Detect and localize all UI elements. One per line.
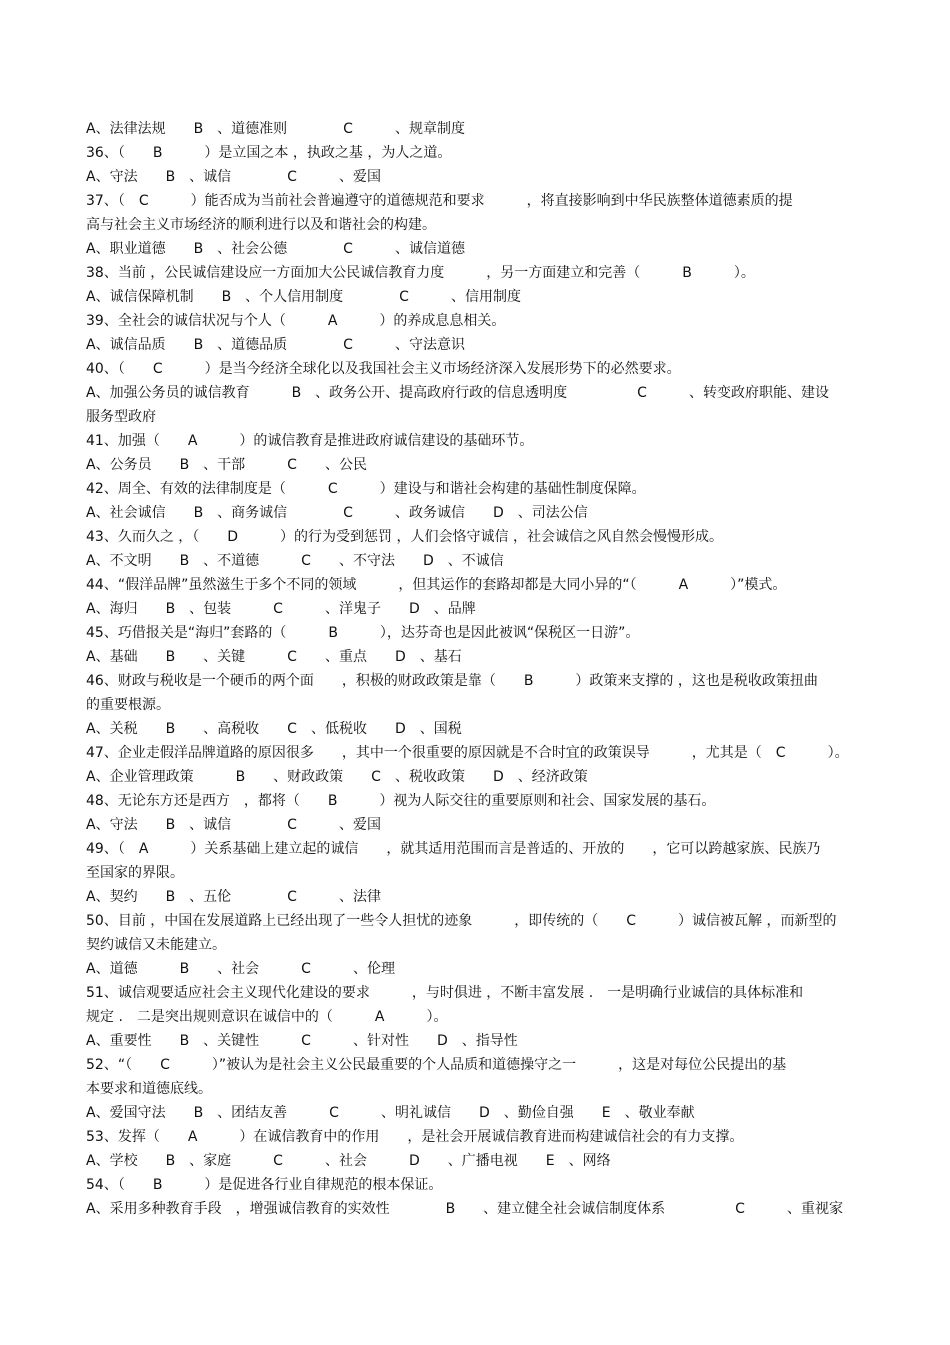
question-line: 本要求和道德底线。 (86, 1081, 212, 1097)
answer-options-line: A、采用多种教育手段 ，增强诚信教育的实效性 B 、建立健全社会诚信制度体系 C 、重视家 (86, 1201, 843, 1217)
question-line: 51、诚信观要适应社会主义现代化建设的要求 ，与时俱进 ，不断丰富发展 . 一是明确行业诚信的具体标准和 (86, 985, 804, 1001)
question-line: 高与社会主义市场经济的顺利进行以及和谐社会的构建。 (86, 217, 436, 233)
answer-options-line: A、诚信保障机制 B 、个人信用制度 C 、信用制度 (86, 289, 521, 305)
question-line: 47、企业走假洋品牌道路的原因很多 ，其中一个很重要的原因就是不合时宜的政策误导 ，尤其是（ C ）。 (86, 745, 849, 761)
question-line: 至国家的界限。 (86, 865, 184, 881)
question-line: 48、无论东方还是西方 ，都将（ B ）视为人际交往的重要原则和社会、国家发展的基石。 (86, 793, 716, 809)
question-line: 53、发挥（ A ）在诚信教育中的作用 ，是社会开展诚信教育进而构建诚信社会的有力支撑。 (86, 1129, 744, 1145)
question-line: 规定 . 二是突出规则意识在诚信中的（ A ）。 (86, 1009, 448, 1025)
answer-options-line: A、不文明 B 、不道德 C 、不守法 D 、不诚信 (86, 553, 504, 569)
answer-options-line: A、企业管理政策 B 、财政政策 C 、税收政策 D 、经济政策 (86, 769, 588, 785)
answer-options-line: A、公务员 B 、干部 C 、公民 (86, 457, 367, 473)
answer-options-line: A、社会诚信 B 、商务诚信 C 、政务诚信 D 、司法公信 (86, 505, 588, 521)
question-line: 44、“假洋品牌”虽然滋生于多个不同的领域 ，但其运作的套路却都是大同小异的“（ A ）”模式。 (86, 577, 787, 593)
answer-options-line: A、契约 B 、五伦 C 、法律 (86, 889, 381, 905)
question-line: 38、当前 ，公民诚信建设应一方面加大公民诚信教育力度 ，另一方面建立和完善（ B ）。 (86, 265, 755, 281)
answer-options-line: A、爱国守法 B 、团结友善 C 、明礼诚信 D 、勤俭自强 E 、敬业奉献 (86, 1105, 695, 1121)
answer-options-line: A、关税 B 、高税收 C 、低税收 D 、国税 (86, 721, 462, 737)
question-line: 43、久而久之 ，（ D ）的行为受到惩罚 ，人们会恪守诚信 ，社会诚信之风自然会慢慢形成。 (86, 529, 723, 545)
question-line: 的重要根源。 (86, 697, 170, 713)
question-line: 49、（ A ）关系基础上建立起的诚信 ，就其适用范围而言是普适的、开放的 ，它可以跨越家族、民族乃 (86, 841, 821, 857)
question-line: 52、“（ C ）”被认为是社会主义公民最重要的个人品质和道德操守之一 ，这是对每位公民提出的基 (86, 1057, 787, 1073)
answer-options-line: A、加强公务员的诚信教育 B 、政务公开、提高政府行政的信息透明度 C 、转变政府职能、建设 (86, 385, 829, 401)
question-line: 50、目前 ，中国在发展道路上已经出现了一些令人担忧的迹象 ，即传统的（ C ）诚信被瓦解 ，而新型的 (86, 913, 837, 929)
question-line: 45、巧借报关是“海归”套路的（ B ），达芬奇也是因此被讽“保税区一日游”。 (86, 625, 640, 641)
document-body (86, 117, 866, 1221)
answer-options-line: A、重要性 B 、关键性 C 、针对性 D 、指导性 (86, 1033, 518, 1049)
question-line: 41、加强（ A ）的诚信教育是推进政府诚信建设的基础环节。 (86, 433, 534, 449)
question-line: 42、周全、有效的法律制度是（ C ）建设与和谐社会构建的基础性制度保障。 (86, 481, 646, 497)
answer-options-line: A、职业道德 B 、社会公德 C 、诚信道德 (86, 241, 465, 257)
answer-options-line: A、道德 B 、社会 C 、伦理 (86, 961, 395, 977)
question-line: 契约诚信又未能建立。 (86, 937, 226, 953)
question-line: 40、（ C ）是当今经济全球化以及我国社会主义市场经济深入发展形势下的必然要求。 (86, 361, 681, 377)
answer-options-line: A、海归 B 、包装 C 、洋鬼子 D 、品牌 (86, 601, 476, 617)
question-line: 46、财政与税收是一个硬币的两个面 ，积极的财政政策是靠（ B ）政策来支撑的 ，这也是税收政策扭曲 (86, 673, 818, 689)
answer-options-line: A、守法 B 、诚信 C 、爱国 (86, 169, 381, 185)
question-line: 36、（ B ）是立国之本 ，执政之基 ，为人之道。 (86, 145, 452, 161)
question-line: 39、全社会的诚信状况与个人（ A ）的养成息息相关。 (86, 313, 506, 329)
question-line: 37、（ C ）能否成为当前社会普遍遵守的道德规范和要求 ，将直接影响到中华民族整体道德素质的提 (86, 193, 793, 209)
text-line: A、法律法规 B 、道德准则 C 、规章制度 (86, 121, 465, 137)
answer-options-line: 服务型政府 (86, 409, 156, 425)
answer-options-line: A、守法 B 、诚信 C 、爱国 (86, 817, 381, 833)
answer-options-line: A、诚信品质 B 、道德品质 C 、守法意识 (86, 337, 465, 353)
question-line: 54、（ B ）是促进各行业自律规范的根本保证。 (86, 1177, 443, 1193)
answer-options-line: A、学校 B 、家庭 C 、社会 D 、广播电视 E 、网络 (86, 1153, 611, 1169)
answer-options-line: A、基础 B 、关键 C 、重点 D 、基石 (86, 649, 462, 665)
